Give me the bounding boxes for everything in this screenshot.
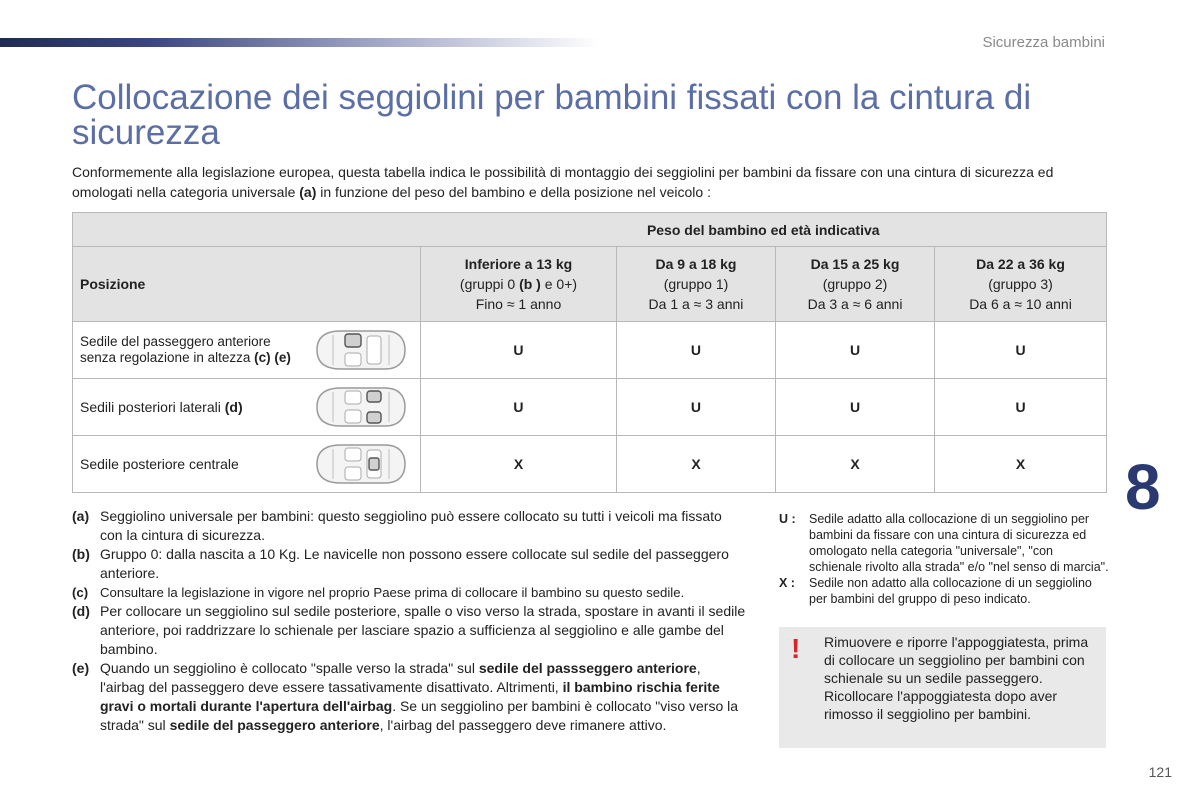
row-value-cell: X [776,436,935,493]
row-value-cell: X [616,436,775,493]
row-value-cell: U [421,322,617,379]
table-group-header: Peso del bambino ed età indicativa [421,213,1107,247]
table-column-header-row [73,247,1107,322]
column-header-1: Da 9 a 18 kg (gruppo 1) Da 1 a ≈ 3 anni [616,247,775,322]
footnotes [72,507,747,735]
intro-paragraph: Conformemente alla legislazione europea, questa tabella indica le possibilità di montaggio dei seggiolini per bambini da fissare con una cintura di sicurezza ed omologati nella categoria universale (a) in funzione del peso del bambino e della posizione nel veicolo : [72,164,1054,200]
table-row [73,322,1107,379]
row-position-cell [73,322,421,379]
legend-u: U : Sedile adatto alla collocazione di un seggiolino per bambini da fissare con una cintura di sicurezza ed omologato nella categoria "universale", "con schienale rivolto alla strada" e/o "nel senso di marcia". [779,512,1109,574]
legend [779,511,1109,607]
row-position-cell [73,436,421,493]
column-header-3: Da 22 a 36 kg (gruppo 3) Da 6 a ≈ 10 anni [935,247,1107,322]
warning-text: Rimuovere e riporre l'appoggiatesta, prima di collocare un seggiolino per bambini con schienale su un sedile passeggero. Ricollocare l'appoggiatesta dopo aver rimosso il seggiolino per bambini. [824,634,1089,722]
row-position-label: Sedili posteriori laterali (d) [80,399,243,415]
row-value-cell: U [935,322,1107,379]
row-value-cell: X [935,436,1107,493]
warning-exclamation-icon: ! [791,633,801,664]
row-value-cell: U [776,322,935,379]
row-position-cell [73,379,421,436]
footnote-b: (b) Gruppo 0: dalla nascita a 10 Kg. Le navicelle non possono essere collocate sul sedile del passeggero anteriore. [72,546,729,581]
table-position-header: Posizione [73,247,421,322]
column-header-2: Da 15 a 25 kg (gruppo 2) Da 3 a ≈ 6 anni [776,247,935,322]
row-position-label: Sedile del passeggero anteriore senza regolazione in altezza (c) (e) [80,334,291,365]
table-row [73,379,1107,436]
chapter-number: 8 [1125,451,1161,523]
footnote-c: (c) Consultare la legislazione in vigore nel proprio Paese prima di collocare il bambino su questo sedile. [72,585,685,600]
car-rear-center-seat-icon [311,441,409,487]
warning-box [779,627,1106,748]
page-number: 121 [1148,764,1172,780]
footnote-e: (e) Quando un seggiolino è collocato "spalle verso la strada" sul sedile del passseggero anteriore, l'airbag del passeggero deve essere tassativamente disattivato. Altrimenti, il bambino rischia ferite gravi o mortali durante l'apertura dell'airbag. Se un seggiolino per bambini è collocato "viso verso la strada" sul sedile del passeggero anteriore, l'airbag del passeggero deve rimanere attivo. [72,660,739,733]
legend-x: X : Sedile non adatto alla collocazione di un seggiolino per bambini del gruppo di peso indicato. [779,576,1092,606]
header-gradient-bar [0,38,600,47]
footnote-d: (d) Per collocare un seggiolino sul sedile posteriore, spalle o viso verso la strada, spostare in avanti il sedile anteriore, poi raddrizzare lo schienale per lasciare spazio a sufficienza al seggiolino e alle gambe del bambino. [72,603,746,657]
row-value-cell: U [935,379,1107,436]
page-title: Collocazione dei seggiolini per bambini fissati con la cintura di sicurezza [72,78,1032,152]
row-value-cell: U [776,379,935,436]
seat-table [72,212,1107,493]
table-row [73,436,1107,493]
car-rear-side-seats-icon [311,384,409,430]
footnote-a: (a) Seggiolino universale per bambini: questo seggiolino può essere collocato su tutti i veicoli ma fissato con la cintura di sicurezza. [72,508,722,543]
row-value-cell: X [421,436,617,493]
section-title: Sicurezza bambini [982,34,1105,51]
table-group-header-row [73,213,1107,247]
table-position-header-spacer [73,213,421,247]
car-front-passenger-seat-icon [311,327,409,373]
row-value-cell: U [616,322,775,379]
row-value-cell: U [616,379,775,436]
row-value-cell: U [421,379,617,436]
column-header-0: Inferiore a 13 kg (gruppi 0 (b ) e 0+) Fino ≈ 1 anno [421,247,617,322]
row-position-label: Sedile posteriore centrale [80,456,239,472]
